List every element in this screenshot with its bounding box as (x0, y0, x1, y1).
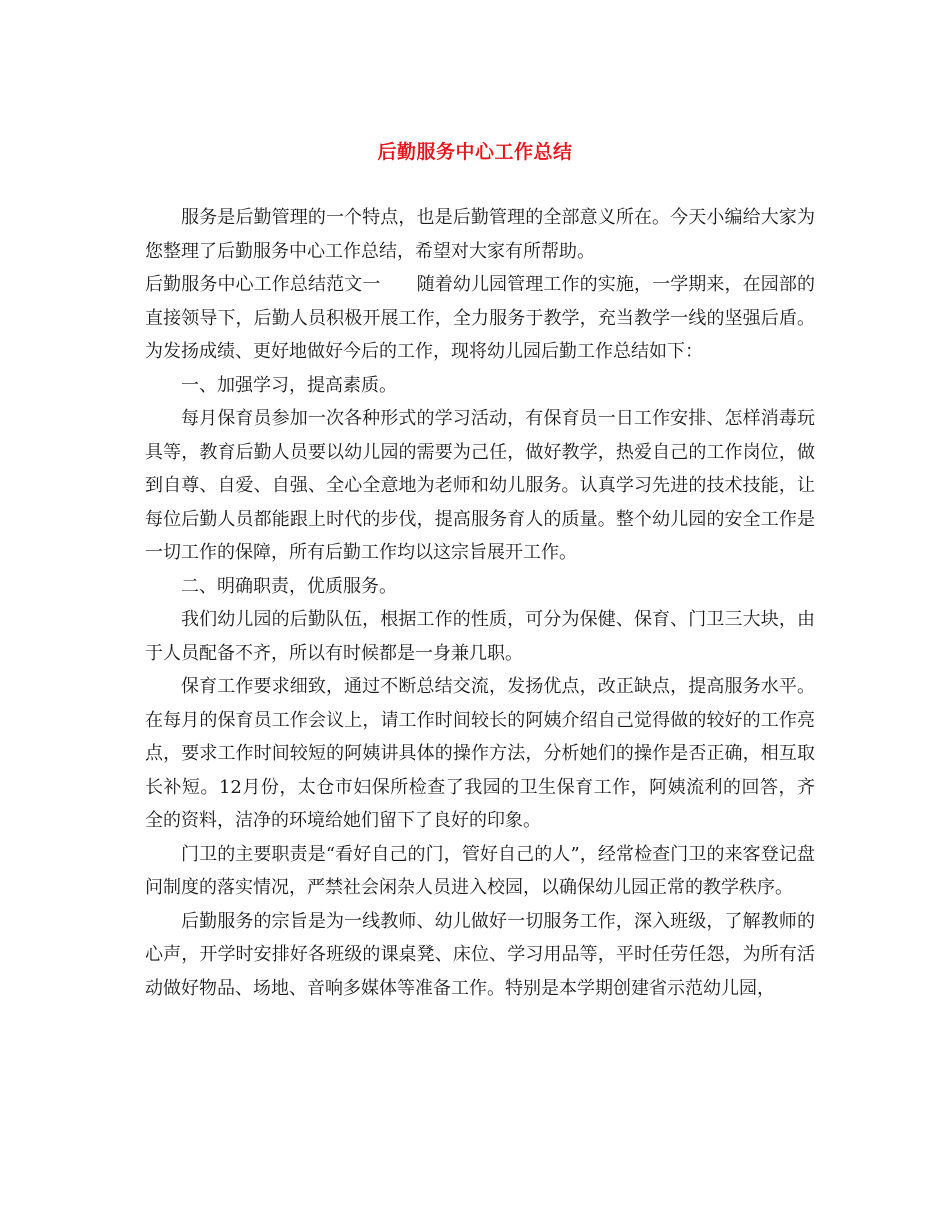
section2-paragraph-staffing: 我们幼儿园的后勤队伍，根据工作的性质，可分为保健、保育、门卫三大块，由于人员配备不齐，所以有时候都是一身兼几职。 (145, 609, 815, 664)
section1-heading: 一、加强学习，提高素质。 (181, 374, 397, 396)
section2-paragraph-service: 后勤服务的宗旨是为一线教师、幼儿做好一切服务工作，深入班级，了解教师的心声，开学时安排好各班级的课桌凳、床位、学习用品等，平时任劳任怨，为所有活动做好物品、场地、音响多媒体等准备工作。特别是本学期创建省示范幼儿园， (145, 910, 815, 999)
section1-body: 每月保育员参加一次各种形式的学习活动，有保育员一日工作安排、怎样消毒玩具等，教育后勤人员要以幼儿园的需要为己任，做好教学，热爱自己的工作岗位，做到自尊、自爱、自强、全心全意地为老师和幼儿服务。认真学习先进的技术技能，让每位后勤人员都能跟上时代的步伐，提高服务育人的质量。整个幼儿园的安全工作是一切工作的保障，所有后勤工作均以这宗旨展开工作。 (145, 408, 815, 563)
section2-paragraph-guard: 门卫的主要职责是“看好自己的门，管好自己的人”，经常检查门卫的来客登记盘问制度的落实情况，严禁社会闲杂人员进入校园，以确保幼儿园正常的教学秩序。 (145, 843, 815, 898)
section2-paragraph-care: 保育工作要求细致，通过不断总结交流，发扬优点，改正缺点，提高服务水平。在每月的保育员工作会议上，请工作时间较长的阿姨介绍自己觉得做的较好的工作亮点，要求工作时间较短的阿姨讲具体的操作方法，分析她们的操作是否正确，相互取长补短。12月份，太仓市妇保所检查了我园的卫生保育工作，阿姨流利的回答，齐全的资料，洁净的环境给她们留下了良好的印象。 (145, 676, 815, 831)
sample-heading: 后勤服务中心工作总结范文一 (145, 274, 381, 295)
document-title: 后勤服务中心工作总结 (377, 141, 573, 163)
sample-paragraph (145, 268, 815, 369)
sample-opening: 随着幼儿园管理工作的实施，一学期来，在园部的直接领导下，后勤人员积极开展工作，全力服务于教学，充当教学一线的坚强后盾。为发扬成绩、更好地做好今后的工作，现将幼儿园后勤工作总结如下： (145, 274, 815, 362)
document-body (145, 201, 815, 1005)
section2-heading: 二、明确职责，优质服务。 (181, 575, 397, 597)
intro-paragraph: 服务是后勤管理的一个特点，也是后勤管理的全部意义所在。今天小编给大家为您整理了后勤服务中心工作总结，希望对大家有所帮助。 (145, 207, 815, 262)
